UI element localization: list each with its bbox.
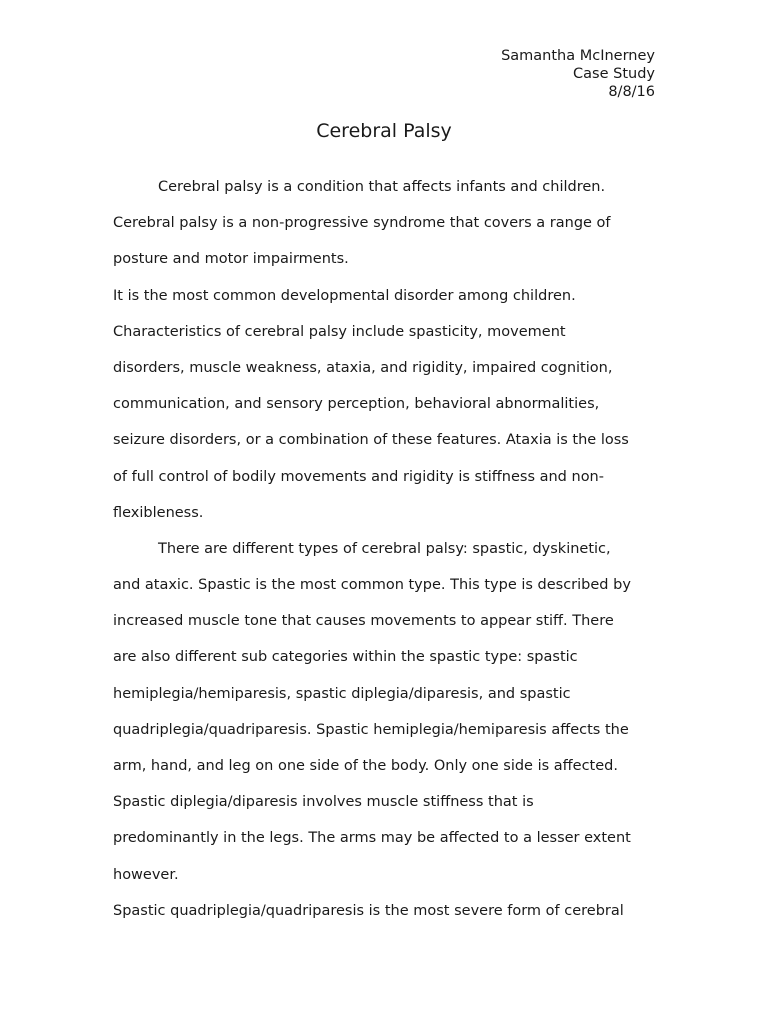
body-line: communication, and sensory perception, behavioral abnormalities, bbox=[113, 396, 600, 413]
body-line: There are different types of cerebral palsy: spastic, dyskinetic, bbox=[158, 540, 611, 557]
body-line: Spastic quadriplegia/quadriparesis is the most severe form of cerebral bbox=[113, 902, 624, 919]
body-line: hemiplegia/hemiparesis, spastic diplegia/diparesis, and spastic bbox=[113, 685, 571, 702]
body-line: arm, hand, and leg on one side of the body. Only one side is affected. bbox=[113, 758, 618, 774]
body-line: Cerebral palsy is a non-progressive syndrome that covers a range of bbox=[113, 215, 611, 232]
body-line: disorders, muscle weakness, ataxia, and rigidity, impaired cognition, bbox=[113, 359, 613, 376]
document-date: 8/8/16 bbox=[608, 84, 655, 100]
body-line: of full control of bodily movements and rigidity is stiffness and non- bbox=[113, 468, 604, 485]
body-line: posture and motor impairments. bbox=[113, 251, 349, 268]
page-title: Cerebral Palsy bbox=[316, 120, 452, 142]
body-line: increased muscle tone that causes movements to appear stiff. There bbox=[113, 613, 614, 630]
body-line: Spastic diplegia/diparesis involves muscle stiffness that is bbox=[113, 794, 534, 811]
body-line: predominantly in the legs. The arms may be affected to a lesser extent bbox=[113, 830, 631, 847]
author-name: Samantha McInerney bbox=[501, 48, 655, 64]
body-line: flexibleness. bbox=[113, 504, 204, 521]
body-line: are also different sub categories within the spastic type: spastic bbox=[113, 649, 578, 666]
document-header bbox=[501, 47, 655, 101]
body-line: quadriplegia/quadriparesis. Spastic hemiplegia/hemiparesis affects the bbox=[113, 721, 629, 738]
body-line: seizure disorders, or a combination of these features. Ataxia is the loss bbox=[113, 432, 629, 449]
body-line: Cerebral palsy is a condition that affects infants and children. bbox=[158, 179, 606, 195]
body-line: Characteristics of cerebral palsy include spasticity, movement bbox=[113, 323, 566, 340]
body-line: however. bbox=[113, 866, 179, 883]
body-text bbox=[113, 169, 673, 929]
body-line: It is the most common developmental disorder among children. bbox=[113, 287, 576, 304]
document-type: Case Study bbox=[573, 66, 655, 82]
body-line: and ataxic. Spastic is the most common type. This type is described by bbox=[113, 577, 631, 594]
